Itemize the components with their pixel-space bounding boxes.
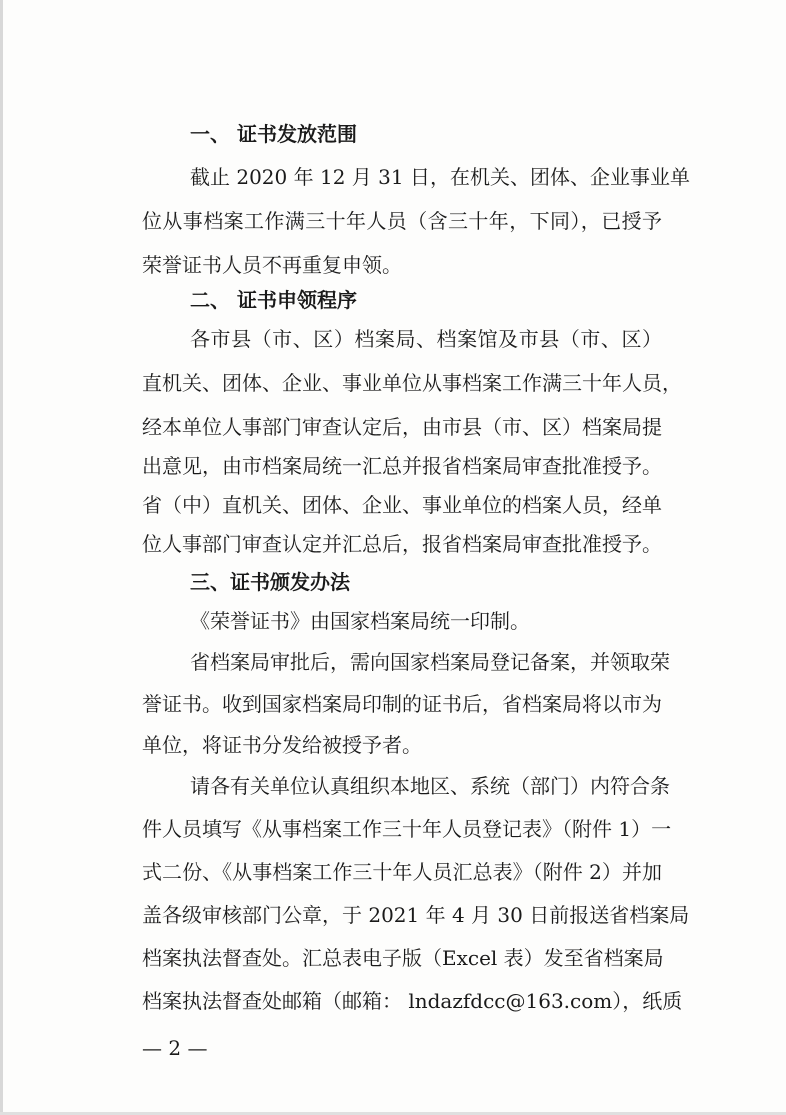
- paragraph-line: 请各有关单位认真组织本地区、系统（部门）内符合条: [190, 774, 670, 798]
- paragraph-line: 《荣誉证书》由国家档案局统一印制。: [190, 609, 530, 633]
- paragraph-line: 式二份、《从事档案工作三十年人员汇总表》（附件 2）并加: [142, 860, 662, 884]
- section-heading-2: 二、 证书申领程序: [190, 288, 357, 312]
- paragraph-line: 档案执法督查处邮箱（邮箱： lndazfdcc@163.com），纸质: [142, 989, 683, 1013]
- paragraph-line: 件人员填写《从事档案工作三十年人员登记表》（附件 1）一: [142, 817, 672, 841]
- paragraph-line: 位人事部门审查认定并汇总后，报省档案局审查批准授予。: [142, 532, 662, 556]
- paragraph-line: 直机关、团体、企业、事业单位从事档案工作满三十年人员，: [142, 371, 682, 395]
- section-heading-3: 三、证书颁发办法: [190, 570, 350, 594]
- paragraph-line: 省（中）直机关、团体、企业、事业单位的档案人员，经单: [142, 493, 662, 517]
- paragraph-line: 省档案局审批后，需向国家档案局登记备案，并领取荣: [190, 650, 670, 674]
- paragraph-line: 档案执法督查处。汇总表电子版（Excel 表）发至省档案局: [142, 946, 664, 970]
- page-number: — 2 —: [142, 1036, 208, 1060]
- paragraph-line: 位从事档案工作满三十年人员（含三十年，下同），已授予: [142, 209, 662, 233]
- section-heading-1: 一、 证书发放范围: [190, 122, 357, 146]
- paragraph-line: 各市县（市、区）档案局、档案馆及市县（市、区）: [190, 327, 662, 351]
- paragraph-line: 单位，将证书分发给被授予者。: [142, 733, 422, 757]
- paragraph-line: 誉证书。收到国家档案局印制的证书后，省档案局将以市为: [142, 692, 662, 716]
- paragraph-line: 截止 2020 年 12 月 31 日，在机关、团体、企业事业单: [190, 165, 690, 189]
- paragraph-line: 出意见，由市档案局统一汇总并报省档案局审查批准授予。: [142, 454, 662, 478]
- paragraph-line: 盖各级审核部门公章，于 2021 年 4 月 30 日前报送省档案局: [142, 903, 690, 927]
- paragraph-line: 荣誉证书人员不再重复申领。: [142, 253, 402, 277]
- paragraph-line: 经本单位人事部门审查认定后，由市县（市、区）档案局提: [142, 415, 662, 439]
- page-left-edge: [0, 0, 3, 1115]
